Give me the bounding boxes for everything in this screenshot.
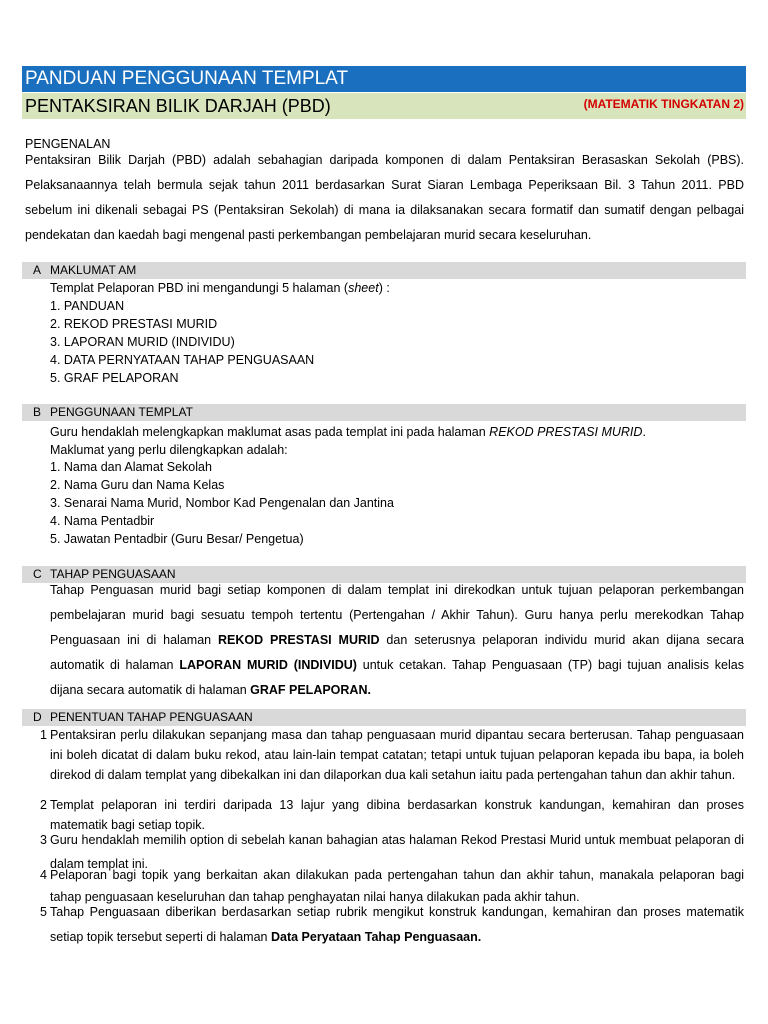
item-number: 3: [40, 833, 47, 847]
section-b-line2: Maklumat yang perlu dilengkapkan adalah:: [50, 443, 288, 457]
list-item: 2. Nama Guru dan Nama Kelas: [50, 478, 225, 492]
subject-note: (MATEMATIK TINGKATAN 2): [583, 97, 744, 111]
intro-text: Pentaksiran Bilik Darjah (PBD) adalah sebahagian daripada komponen di dalam Pentaksiran Berasaskan Sekolah (PBS). Pelaksanaannya telah bermula sejak tahun 2011 berdasarkan Surat Siaran Lembaga Peperiksaan Bil. 3 Tahun 2011. PBD sebelum ini dikenali sebagai PS (Pentaksiran Sekolah) di mana ia dilaksanakan secara formatif dan sumatif dengan pelbagai pendekatan dan kaedah bagi mengenal pasti perkembangan pembelajaran murid secara keseluruhan.: [25, 153, 744, 242]
list-item: 5. GRAF PELAPORAN: [50, 371, 179, 385]
section-d-item-1: Pentaksiran perlu dilakukan sepanjang masa dan tahap penguasaan murid dipantau secara berterusan. Tahap penguasaan ini boleh dicatat di dalam buku rekod, atau lain-lain tempat catatan; tetapi untuk tujuan pelaporan kepada ibu bapa, ia boleh direkod di dalam templat yang dibekalkan ini dan dilaporkan dua kali setahun iaitu pada pertengahan tahun dan akhir tahun.: [50, 728, 744, 782]
section-a-list: [50, 297, 314, 387]
list-item: 4. Nama Pentadbir: [50, 514, 155, 528]
section-c-text: Tahap Penguasan murid bagi setiap komponen di dalam templat ini direkodkan untuk tujuan pelaporan perkembangan pembelajaran murid bagi sesuatu tempoh tertentu (Pertengahan / Akhir Tahun). Guru hanya perlu merekodkan Tahap Penguasaan ini di halaman REKOD PRESTASI MURID dan seterusnya pelaporan individu murid akan dijana secara automatik di halaman LAPORAN MURID (INDIVIDU) untuk cetakan. Tahap Penguasaan (TP) bagi tujuan analisis kelas dijana secara automatik di halaman GRAF PELAPORAN.: [50, 583, 745, 697]
list-item: 3. LAPORAN MURID (INDIVIDU): [50, 335, 235, 349]
list-item: 4. DATA PERNYATAAN TAHAP PENGUASAAN: [50, 353, 315, 367]
section-b-line1: Guru hendaklah melengkapkan maklumat asas pada templat ini pada halaman REKOD PRESTASI MURID.: [50, 425, 646, 439]
section-d-letter: D: [33, 710, 42, 724]
section-b-list: [50, 458, 394, 548]
section-b-title: PENGGUNAAN TEMPLAT: [50, 405, 193, 419]
item-number: 4: [40, 868, 47, 882]
intro-heading: PENGENALAN: [25, 137, 111, 151]
section-c-title: TAHAP PENGUASAAN: [50, 567, 176, 581]
list-item: 5. Jawatan Pentadbir (Guru Besar/ Pengetua): [50, 532, 304, 546]
list-item: 1. Nama dan Alamat Sekolah: [50, 460, 212, 474]
list-item: 1. PANDUAN: [50, 299, 125, 313]
section-d-item-3: Guru hendaklah memilih option di sebelah kanan bahagian atas halaman Rekod Prestasi Murid untuk membuat pelaporan di dalam templat ini.: [50, 833, 744, 871]
page-subtitle: PENTAKSIRAN BILIK DARJAH (PBD): [25, 96, 331, 116]
item-number: 1: [40, 728, 47, 742]
section-d-title: PENENTUAN TAHAP PENGUASAAN: [50, 710, 253, 724]
section-d-item-5: Tahap Penguasaan diberikan berdasarkan setiap rubrik mengikut konstruk kandungan, kemahiran dan proses matematik setiap topik tersebut seperti di halaman Data Peryataan Tahap Penguasaan.: [50, 905, 744, 944]
section-c-letter: C: [33, 567, 42, 581]
item-number: 5: [40, 905, 47, 919]
section-b-letter: B: [33, 405, 42, 419]
page-title: PANDUAN PENGGUNAAN TEMPLAT: [25, 68, 349, 89]
list-item: 3. Senarai Nama Murid, Nombor Kad Pengenalan dan Jantina: [50, 496, 394, 510]
list-item: 2. REKOD PRESTASI MURID: [50, 317, 218, 331]
section-d-item-2: Templat pelaporan ini terdiri daripada 13 lajur yang dibina berdasarkan konstruk kandungan, kemahiran dan proses matematik bagi setiap topik.: [50, 798, 744, 832]
section-d-item-4: Pelaporan bagi topik yang berkaitan akan dilakukan pada pertengahan tahun dan akhir tahun, manakala pelaporan bagi tahap penguasaan keseluruhan dan tahap penghayatan nilai hanya dilakukan pada akhir tahun.: [50, 868, 744, 904]
item-number: 2: [40, 798, 47, 812]
section-a-intro: Templat Pelaporan PBD ini mengandungi 5 halaman (sheet) :: [50, 281, 390, 295]
section-a-letter: A: [33, 263, 42, 277]
section-a-title: MAKLUMAT AM: [50, 263, 137, 277]
